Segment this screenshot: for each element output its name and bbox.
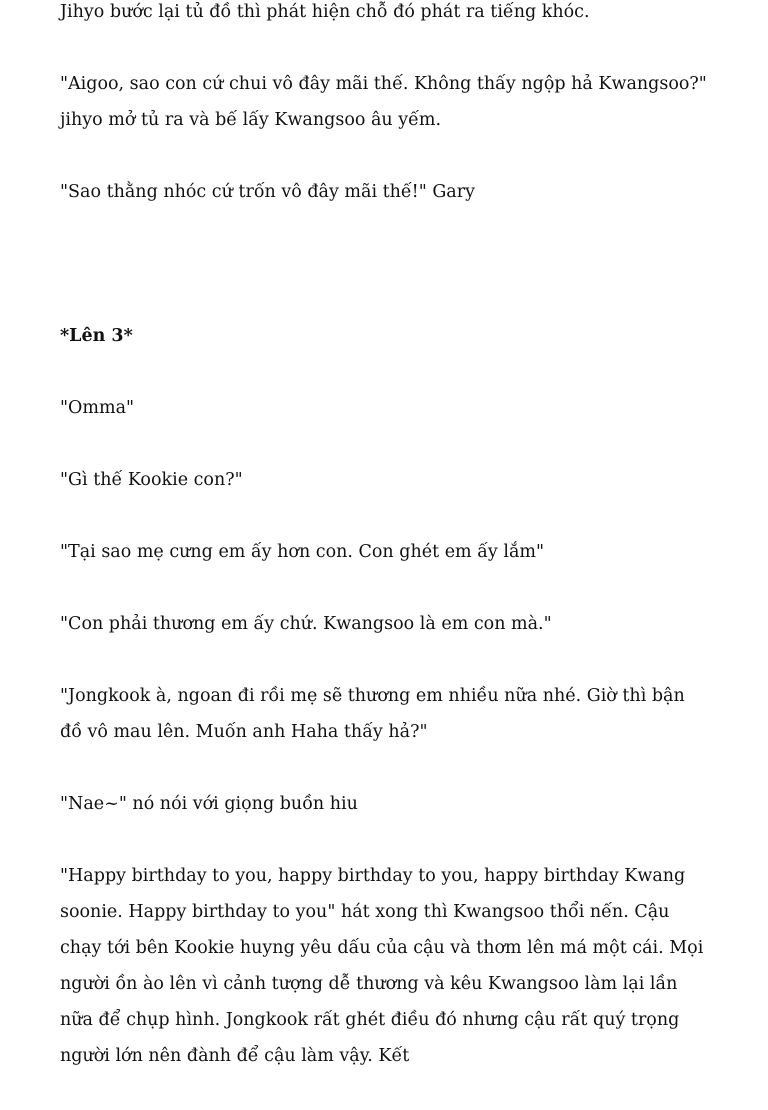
dialogue-line: "Jongkook à, ngoan đi rồi mẹ sẽ thương em nhiều nữa nhé. Giờ thì bận đồ vô mau lên. Muốn anh Haha thấy hả?" (60, 686, 685, 742)
section-heading-text: *Lên 3* (60, 326, 133, 346)
dialogue-line: "Tại sao mẹ cưng em ấy hơn con. Con ghét em ấy lắm" (60, 542, 545, 562)
dialogue-line: "Gì thế Kookie con?" (60, 470, 243, 490)
narrative-paragraph: "Happy birthday to you, happy birthday to you, happy birthday Kwang soonie. Happy birthday to you" hát xong thì Kwangsoo thổi nến. Cậu chạy tới bên Kookie huyng yêu dấu của cậu và thơm lên má một cái. Mọi người ồn ào lên vì cảnh tượng dễ thương và kêu Kwangsoo làm lại lần nữa để chụp hình. Jongkook rất ghét điều đó nhưng cậu rất quý trọng người lớn nên đành để cậu làm vậy. Kết (60, 866, 704, 1066)
dialogue-line: "Nae~" nó nói với giọng buồn hiu (60, 794, 358, 814)
story-paragraph: "Aigoo, sao con cứ chui vô đây mãi thế. Không thấy ngộp hả Kwangsoo?" jihyo mở tủ ra và bế lấy Kwangsoo âu yếm. (60, 74, 707, 130)
dialogue-line: "Omma" (60, 398, 135, 418)
section-heading (60, 318, 710, 354)
story-paragraph: Jihyo bước lại tủ đồ thì phát hiện chỗ đó phát ra tiếng khóc. (60, 2, 590, 22)
story-page (60, 0, 710, 1110)
dialogue-line: "Con phải thương em ấy chứ. Kwangsoo là em con mà." (60, 614, 552, 634)
story-paragraph: "Sao thằng nhóc cứ trốn vô đây mãi thế!" Gary (60, 182, 475, 202)
